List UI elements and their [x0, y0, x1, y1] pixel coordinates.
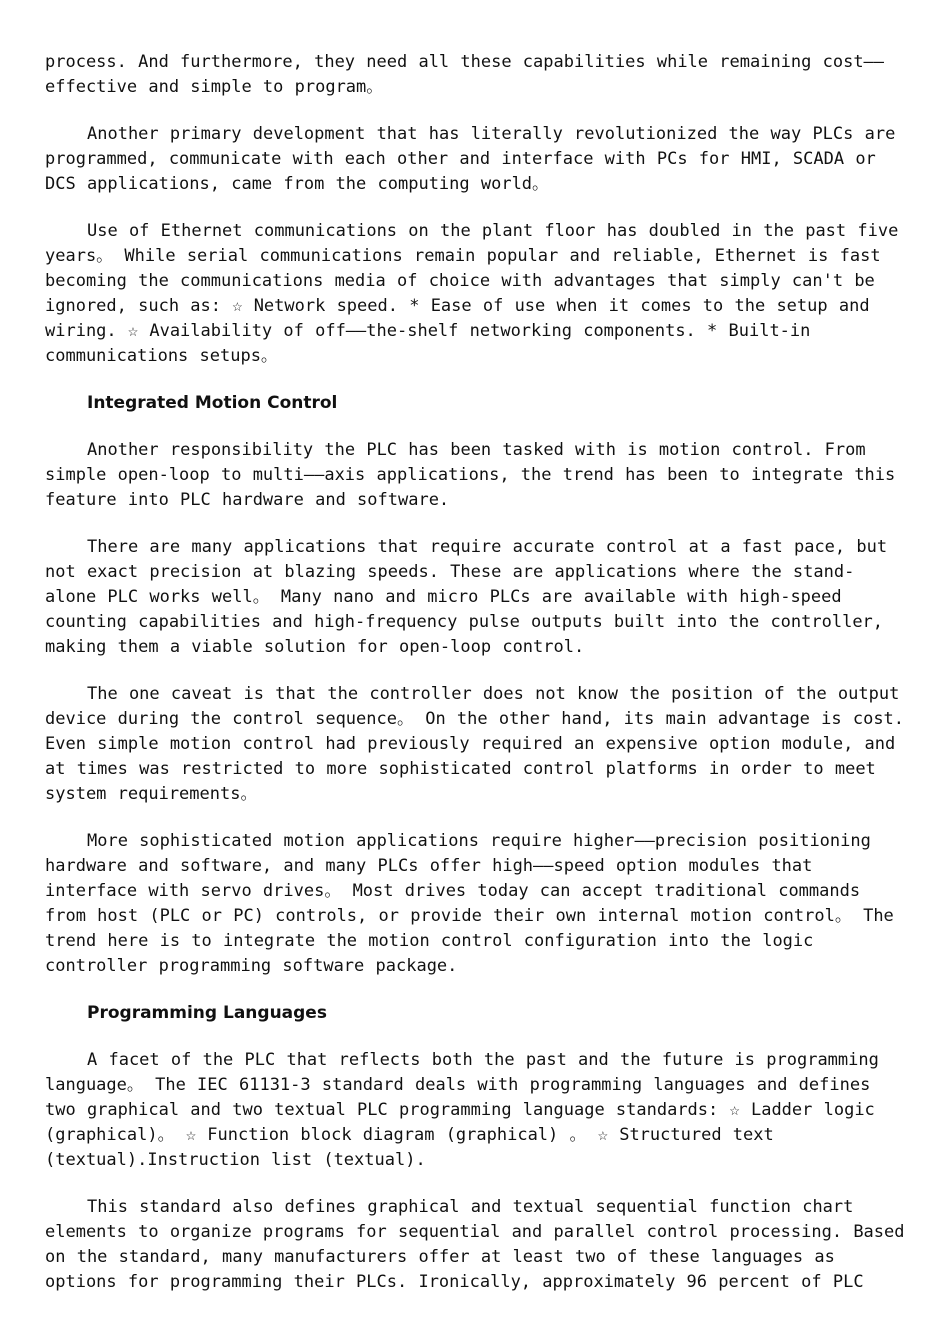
- paragraph-cost-effective: process. And furthermore, they need all these capabilities while remaining cost——effective and simple to program。: [45, 52, 885, 97]
- paragraph-sequential-function-chart: This standard also defines graphical and textual sequential function chart elements to organize programs for sequential and parallel control processing. Based on the standard, many manufacturers offer at least two of these languages as options for programming their PLCs. Ironically, approximately 96 percent of PLC: [45, 1197, 905, 1292]
- paragraph-open-loop: There are many applications that require accurate control at a fast pace, but not exact precision at blazing speeds. These are applications where the stand-alone PLC works well。 Many nano and micro PLCs are available with high-speed counting capabilities and high-frequency pulse outputs built into the controller, making them a viable solution for open-loop control.: [45, 537, 888, 657]
- heading-programming-languages: Programming Languages: [87, 1003, 327, 1023]
- document-page: [45, 50, 905, 1317]
- paragraph-servo-drives: More sophisticated motion applications require higher——precision positioning hardware and software, and many PLCs offer high——speed option modules that interface with servo drives。 Most drives today can accept traditional commands from host (PLC or PC) controls, or provide their own internal motion control。 The trend here is to integrate the motion control configuration into the logic controller programming software package.: [45, 831, 894, 976]
- paragraph-computing-world: Another primary development that has literally revolutionized the way PLCs are programmed, communicate with each other and interface with PCs for HMI, SCADA or DCS applications, came from the computing world。: [45, 124, 896, 194]
- paragraph-ethernet: Use of Ethernet communications on the plant floor has doubled in the past five years。 While serial communications remain popular and reliable, Ethernet is fast becoming the communications media of choice with advantages that simply can't be ignored, such as: ☆ Network speed. * Ease of use when it comes to the setup and wiring. ☆ Availability of off——the-shelf networking components. * Built-in communications setups。: [45, 221, 899, 366]
- paragraph-caveat: The one caveat is that the controller does not know the position of the output device during the control sequence。 On the other hand, its main advantage is cost. Even simple motion control had previously required an expensive option module, and at times was restricted to more sophisticated control platforms in order to meet system requirements。: [45, 684, 905, 804]
- paragraph-iec-61131-3: A facet of the PLC that reflects both the past and the future is programming language。 The IEC 61131-3 standard deals with programming languages and defines two graphical and two textual PLC programming language standards: ☆ Ladder logic (graphical)。 ☆ Function block diagram (graphical) 。 ☆ Structured text (textual).Instruction list (textual).: [45, 1050, 879, 1170]
- paragraph-motion-control-intro: Another responsibility the PLC has been tasked with is motion control. From simple open-loop to multi——axis applications, the trend has been to integrate this feature into PLC hardware and software.: [45, 440, 896, 510]
- heading-integrated-motion-control: Integrated Motion Control: [87, 393, 338, 413]
